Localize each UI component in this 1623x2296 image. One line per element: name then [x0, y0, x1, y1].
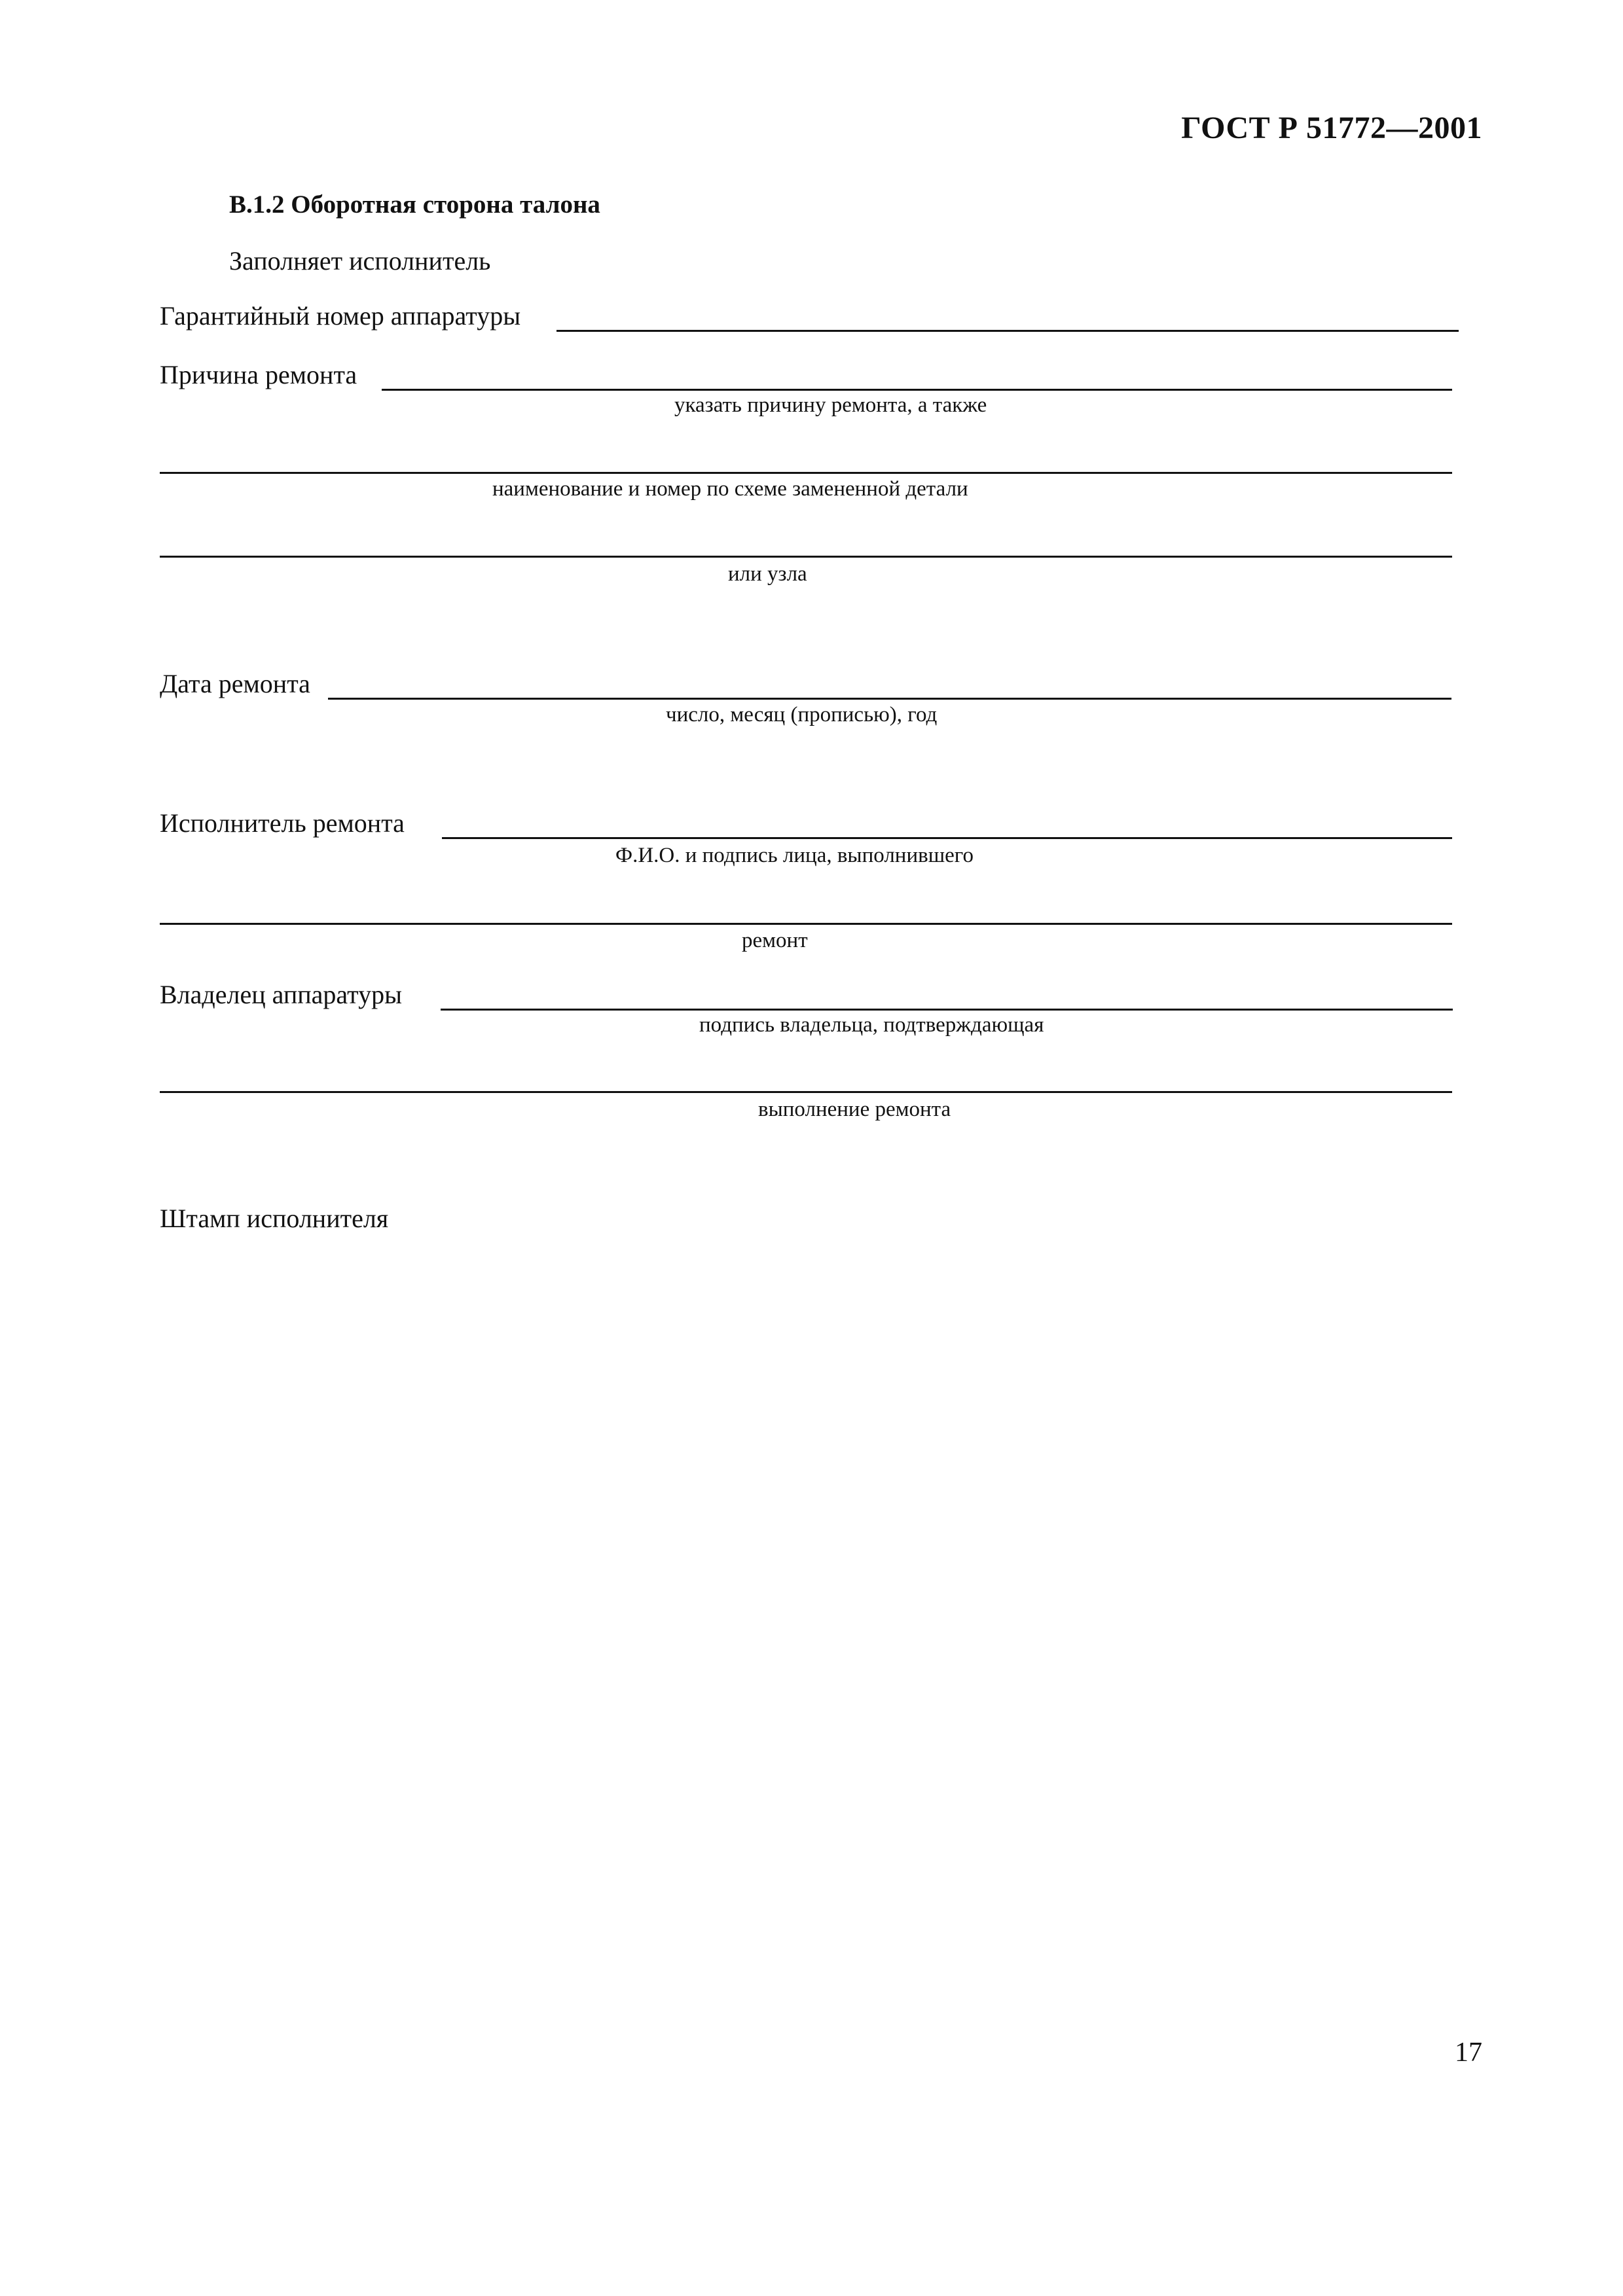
repair-reason-caption-3: или узла — [728, 562, 807, 586]
repair-reason-line-3 — [160, 556, 1452, 558]
repair-date-label: Дата ремонта — [160, 669, 310, 698]
repair-reason-line-1 — [382, 389, 1452, 391]
stamp-label: Штамп исполнителя — [160, 1204, 389, 1233]
repair-date-line — [328, 698, 1451, 700]
performer-caption-1: Ф.И.О. и подпись лица, выполнившего — [615, 844, 974, 867]
performer-line-1 — [442, 837, 1452, 839]
document-code: ГОСТ Р 51772—2001 — [1181, 111, 1482, 145]
repair-reason-line-2 — [160, 472, 1452, 474]
repair-date-caption: число, месяц (прописью), год — [666, 703, 938, 726]
warranty-number-line — [556, 330, 1459, 332]
owner-line-1 — [441, 1009, 1453, 1011]
owner-caption-2: выполнение ремонта — [758, 1098, 951, 1121]
performer-caption-2: ремонт — [742, 929, 808, 952]
owner-line-2 — [160, 1091, 1452, 1093]
owner-caption-1: подпись владельца, подтверждающая — [699, 1013, 1044, 1037]
performer-line-2 — [160, 923, 1452, 925]
warranty-number-label: Гарантийный номер аппаратуры — [160, 301, 521, 331]
repair-reason-caption-2: наименование и номер по схеме замененной детали — [492, 477, 968, 501]
repair-reason-label: Причина ремонта — [160, 360, 357, 389]
repair-reason-caption-1: указать причину ремонта, а также — [674, 393, 987, 417]
page-number: 17 — [1455, 2037, 1482, 2068]
section-intro: Заполняет исполнитель — [229, 246, 491, 276]
owner-label: Владелец аппаратуры — [160, 980, 402, 1009]
section-title: В.1.2 Оборотная сторона талона — [229, 190, 600, 219]
performer-label: Исполнитель ремонта — [160, 808, 405, 838]
